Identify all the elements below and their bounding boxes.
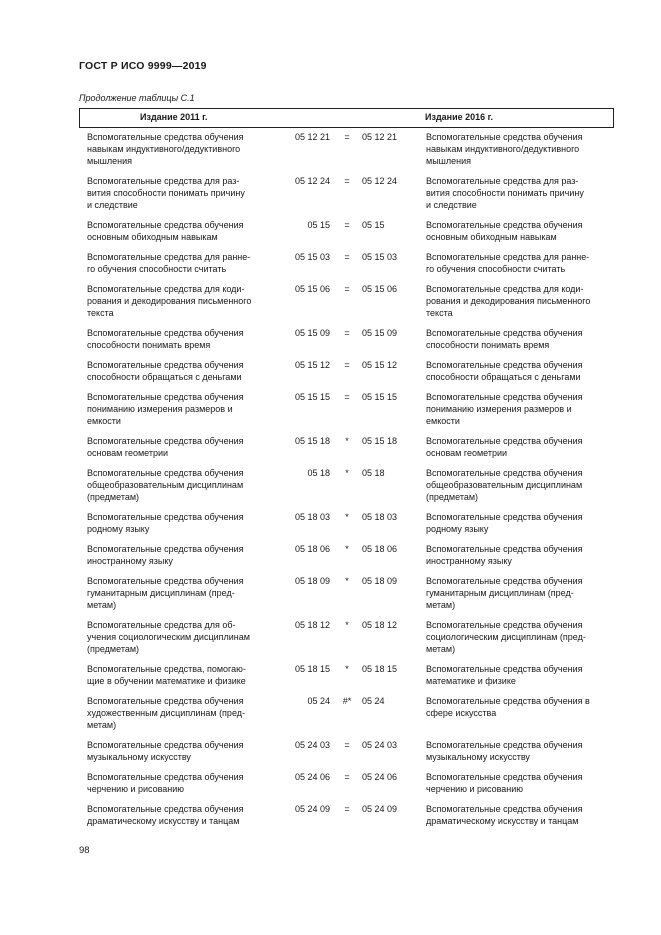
old-description [87,467,272,503]
new-description [426,283,614,319]
new-description [426,219,614,243]
old-description [87,283,272,319]
old-description-line: Вспомогательные средства обучения [87,328,244,338]
new-description-line: Вспомогательные средства обучения в [426,696,590,706]
relation-mark: = [344,740,350,750]
relation-mark: = [344,132,350,142]
old-description [87,435,272,459]
new-description-line: Вспомогательные средства обучения [426,436,583,446]
relation-mark: #* [342,696,352,706]
new-description-line: Вспомогательные средства обучения [426,664,583,674]
new-description-line: Вспомогательные средства обучения [426,328,583,338]
old-code: 05 15 03 [294,252,330,262]
relation-mark: = [344,328,350,338]
old-description-line: способности понимать время [87,340,211,350]
old-code: 05 15 [307,220,330,230]
relation-mark: * [345,468,349,478]
old-description-line: мышления [87,156,133,166]
old-code: 05 24 [307,696,330,706]
relation-mark: * [345,512,349,522]
old-description-line: учения социологическим дисциплинам [87,632,250,642]
old-description-line: емкости [87,416,121,426]
old-description-line: навыкам индуктивного/дедуктивного [87,144,241,154]
new-description-line: Вспомогательные средства обучения [426,772,583,782]
new-description-line: способности обращаться с деньгами [426,372,581,382]
new-description-line: (предметам) [426,492,479,502]
new-code: 05 18 09 [362,576,398,586]
old-description-line: Вспомогательные средства обучения [87,696,244,706]
old-description-line: текста [87,308,114,318]
new-description-line: вития способности понимать причину [426,188,584,198]
old-description-line: и следствие [87,200,138,210]
new-code: 05 24 06 [362,772,398,782]
new-description [426,511,614,535]
old-description [87,251,272,275]
old-description-line: Вспомогательные средства обучения [87,392,244,402]
new-code: 05 15 18 [362,436,398,446]
new-description-line: гуманитарным дисциплинам (пред- [426,588,574,598]
new-description-line: основам геометрии [426,448,508,458]
old-description-line: Вспомогательные средства обучения [87,576,244,586]
old-description-line: го обучения способности считать [87,264,227,274]
old-description-line: Вспомогательные средства для коди- [87,284,245,294]
new-code: 05 18 12 [362,620,398,630]
old-description-line: Вспомогательные средства обучения [87,512,244,522]
new-description-line: математике и физике [426,676,516,686]
new-description-line: Вспомогательные средства обучения [426,544,583,554]
old-description-line: пониманию измерения размеров и [87,404,233,414]
new-description [426,131,614,167]
old-code: 05 12 21 [294,132,330,142]
new-description-line: Вспомогательные средства для раз- [426,176,579,186]
new-description-line: мышления [426,156,472,166]
old-description [87,575,272,611]
new-description-line: Вспомогательные средства для ранне- [426,252,590,262]
old-description-line: Вспомогательные средства обучения [87,436,244,446]
old-code: 05 15 15 [294,392,330,402]
old-description [87,359,272,383]
page-number: 98 [79,845,90,856]
old-code: 05 18 12 [294,620,330,630]
new-description-line: метам) [426,644,456,654]
old-description-line: общеобразовательным дисциплинам [87,480,244,490]
new-description-line: родному языку [426,524,489,534]
old-description-line: Вспомогательные средства обучения [87,740,244,750]
old-description [87,803,272,827]
relation-mark: = [344,772,350,782]
relation-mark: * [345,544,349,554]
new-description [426,803,614,827]
old-description [87,771,272,795]
relation-mark: = [344,252,350,262]
new-description-line: текста [426,308,453,318]
new-code: 05 18 06 [362,544,398,554]
new-code: 05 15 06 [362,284,398,294]
old-code: 05 18 15 [294,664,330,674]
old-description [87,739,272,763]
document-title: ГОСТ Р ИСО 9999—2019 [79,60,207,72]
old-code: 05 24 09 [294,804,330,814]
relation-mark: = [344,284,350,294]
old-description-line: основам геометрии [87,448,169,458]
old-description-line: Вспомогательные средства обучения [87,220,244,230]
new-description-line: метам) [426,600,456,610]
old-description-line: Вспомогательные средства обучения [87,132,244,142]
new-description-line: музыкальному искусству [426,752,530,762]
old-code: 05 18 03 [294,512,330,522]
old-description-line: способности обращаться с деньгами [87,372,242,382]
old-description-line: Вспомогательные средства для об- [87,620,236,630]
new-code: 05 18 15 [362,664,398,674]
new-description-line: Вспомогательные средства обучения [426,132,583,142]
old-code: 05 24 06 [294,772,330,782]
relation-mark: * [345,436,349,446]
relation-mark: * [345,664,349,674]
new-description [426,251,614,275]
relation-mark: = [344,360,350,370]
old-description-line: рования и декодирования письменного [87,296,252,306]
new-description [426,619,614,655]
old-description-line: родному языку [87,524,150,534]
old-code: 05 15 09 [294,328,330,338]
old-description-line: метам) [87,600,117,610]
new-description [426,175,614,211]
new-description-line: навыкам индуктивного/дедуктивного [426,144,580,154]
new-description-line: Вспомогательные средства обучения [426,220,583,230]
new-description-line: емкости [426,416,460,426]
table-caption: Продолжение таблицы С.1 [79,93,195,103]
old-description [87,663,272,687]
relation-mark: * [345,576,349,586]
new-description [426,435,614,459]
new-description-line: иностранному языку [426,556,512,566]
relation-mark: = [344,176,350,186]
relation-mark: = [344,220,350,230]
old-code: 05 15 06 [294,284,330,294]
old-description-line: щие в обучении математике и физике [87,676,246,686]
old-description-line: художественным дисциплинам (пред- [87,708,245,718]
old-description-line: драматическому искусству и танцам [87,816,240,826]
old-description-line: вития способности понимать причину [87,188,245,198]
relation-mark: = [344,392,350,402]
new-description [426,663,614,687]
old-code: 05 15 18 [294,436,330,446]
old-description [87,619,272,655]
old-description [87,543,272,567]
header-edition-2016: Издание 2016 г. [425,112,494,122]
new-description-line: общеобразовательным дисциплинам [426,480,583,490]
new-code: 05 24 09 [362,804,398,814]
new-description [426,467,614,503]
new-description-line: Вспомогательные средства обучения [426,620,583,630]
new-code: 05 15 [362,220,385,230]
new-description-line: Вспомогательные средства для коди- [426,284,584,294]
old-description-line: Вспомогательные средства для раз- [87,176,240,186]
new-code: 05 12 21 [362,132,398,142]
old-code: 05 18 [307,468,330,478]
old-description [87,175,272,211]
old-code: 05 15 12 [294,360,330,370]
new-description-line: пониманию измерения размеров и [426,404,572,414]
old-code: 05 18 06 [294,544,330,554]
new-description [426,695,614,719]
old-description-line: (предметам) [87,644,140,654]
old-description-line: Вспомогательные средства обучения [87,804,244,814]
old-description-line: иностранному языку [87,556,173,566]
new-description [426,359,614,383]
new-code: 05 15 15 [362,392,398,402]
old-description [87,131,272,167]
new-description [426,391,614,427]
header-edition-2011: Издание 2011 г. [140,112,208,122]
new-description-line: рования и декодирования письменного [426,296,591,306]
old-description-line: Вспомогательные средства обучения [87,468,244,478]
new-description-line: черчению и рисованию [426,784,524,794]
new-description-line: драматическому искусству и танцам [426,816,579,826]
old-description [87,391,272,427]
new-description-line: социологическим дисциплинам (пред- [426,632,586,642]
old-description-line: черчению и рисованию [87,784,185,794]
new-description-line: сфере искусства [426,708,497,718]
old-description-line: (предметам) [87,492,140,502]
new-description [426,543,614,567]
new-description [426,739,614,763]
old-description-line: Вспомогательные средства обучения [87,360,244,370]
new-description [426,575,614,611]
new-description-line: основным обиходным навыкам [426,232,557,242]
new-code: 05 15 12 [362,360,398,370]
old-description-line: Вспомогательные средства, помогаю- [87,664,246,674]
new-code: 05 24 03 [362,740,398,750]
new-description-line: Вспомогательные средства обучения [426,512,583,522]
old-code: 05 12 24 [294,176,330,186]
new-description-line: Вспомогательные средства обучения [426,740,583,750]
old-description [87,695,272,731]
new-code: 05 12 24 [362,176,398,186]
old-description [87,511,272,535]
old-description-line: метам) [87,720,117,730]
old-description [87,219,272,243]
new-description-line: способности понимать время [426,340,550,350]
new-description-line: Вспомогательные средства обучения [426,392,583,402]
relation-mark: = [344,804,350,814]
old-description-line: Вспомогательные средства обучения [87,544,244,554]
new-description [426,771,614,795]
old-code: 05 24 03 [294,740,330,750]
new-code: 05 15 09 [362,328,398,338]
old-description-line: основным обиходным навыкам [87,232,218,242]
new-description-line: Вспомогательные средства обучения [426,576,583,586]
old-description [87,327,272,351]
old-description-line: гуманитарным дисциплинам (пред- [87,588,235,598]
old-description-line: Вспомогательные средства для ранне- [87,252,251,262]
new-description-line: Вспомогательные средства обучения [426,468,583,478]
new-description-line: Вспомогательные средства обучения [426,804,583,814]
new-code: 05 18 [362,468,385,478]
old-description-line: музыкальному искусству [87,752,191,762]
relation-mark: * [345,620,349,630]
new-description-line: Вспомогательные средства обучения [426,360,583,370]
new-code: 05 15 03 [362,252,398,262]
new-description-line: го обучения способности считать [426,264,566,274]
new-code: 05 24 [362,696,385,706]
old-code: 05 18 09 [294,576,330,586]
new-description [426,327,614,351]
new-description-line: и следствие [426,200,477,210]
old-description-line: Вспомогательные средства обучения [87,772,244,782]
new-code: 05 18 03 [362,512,398,522]
